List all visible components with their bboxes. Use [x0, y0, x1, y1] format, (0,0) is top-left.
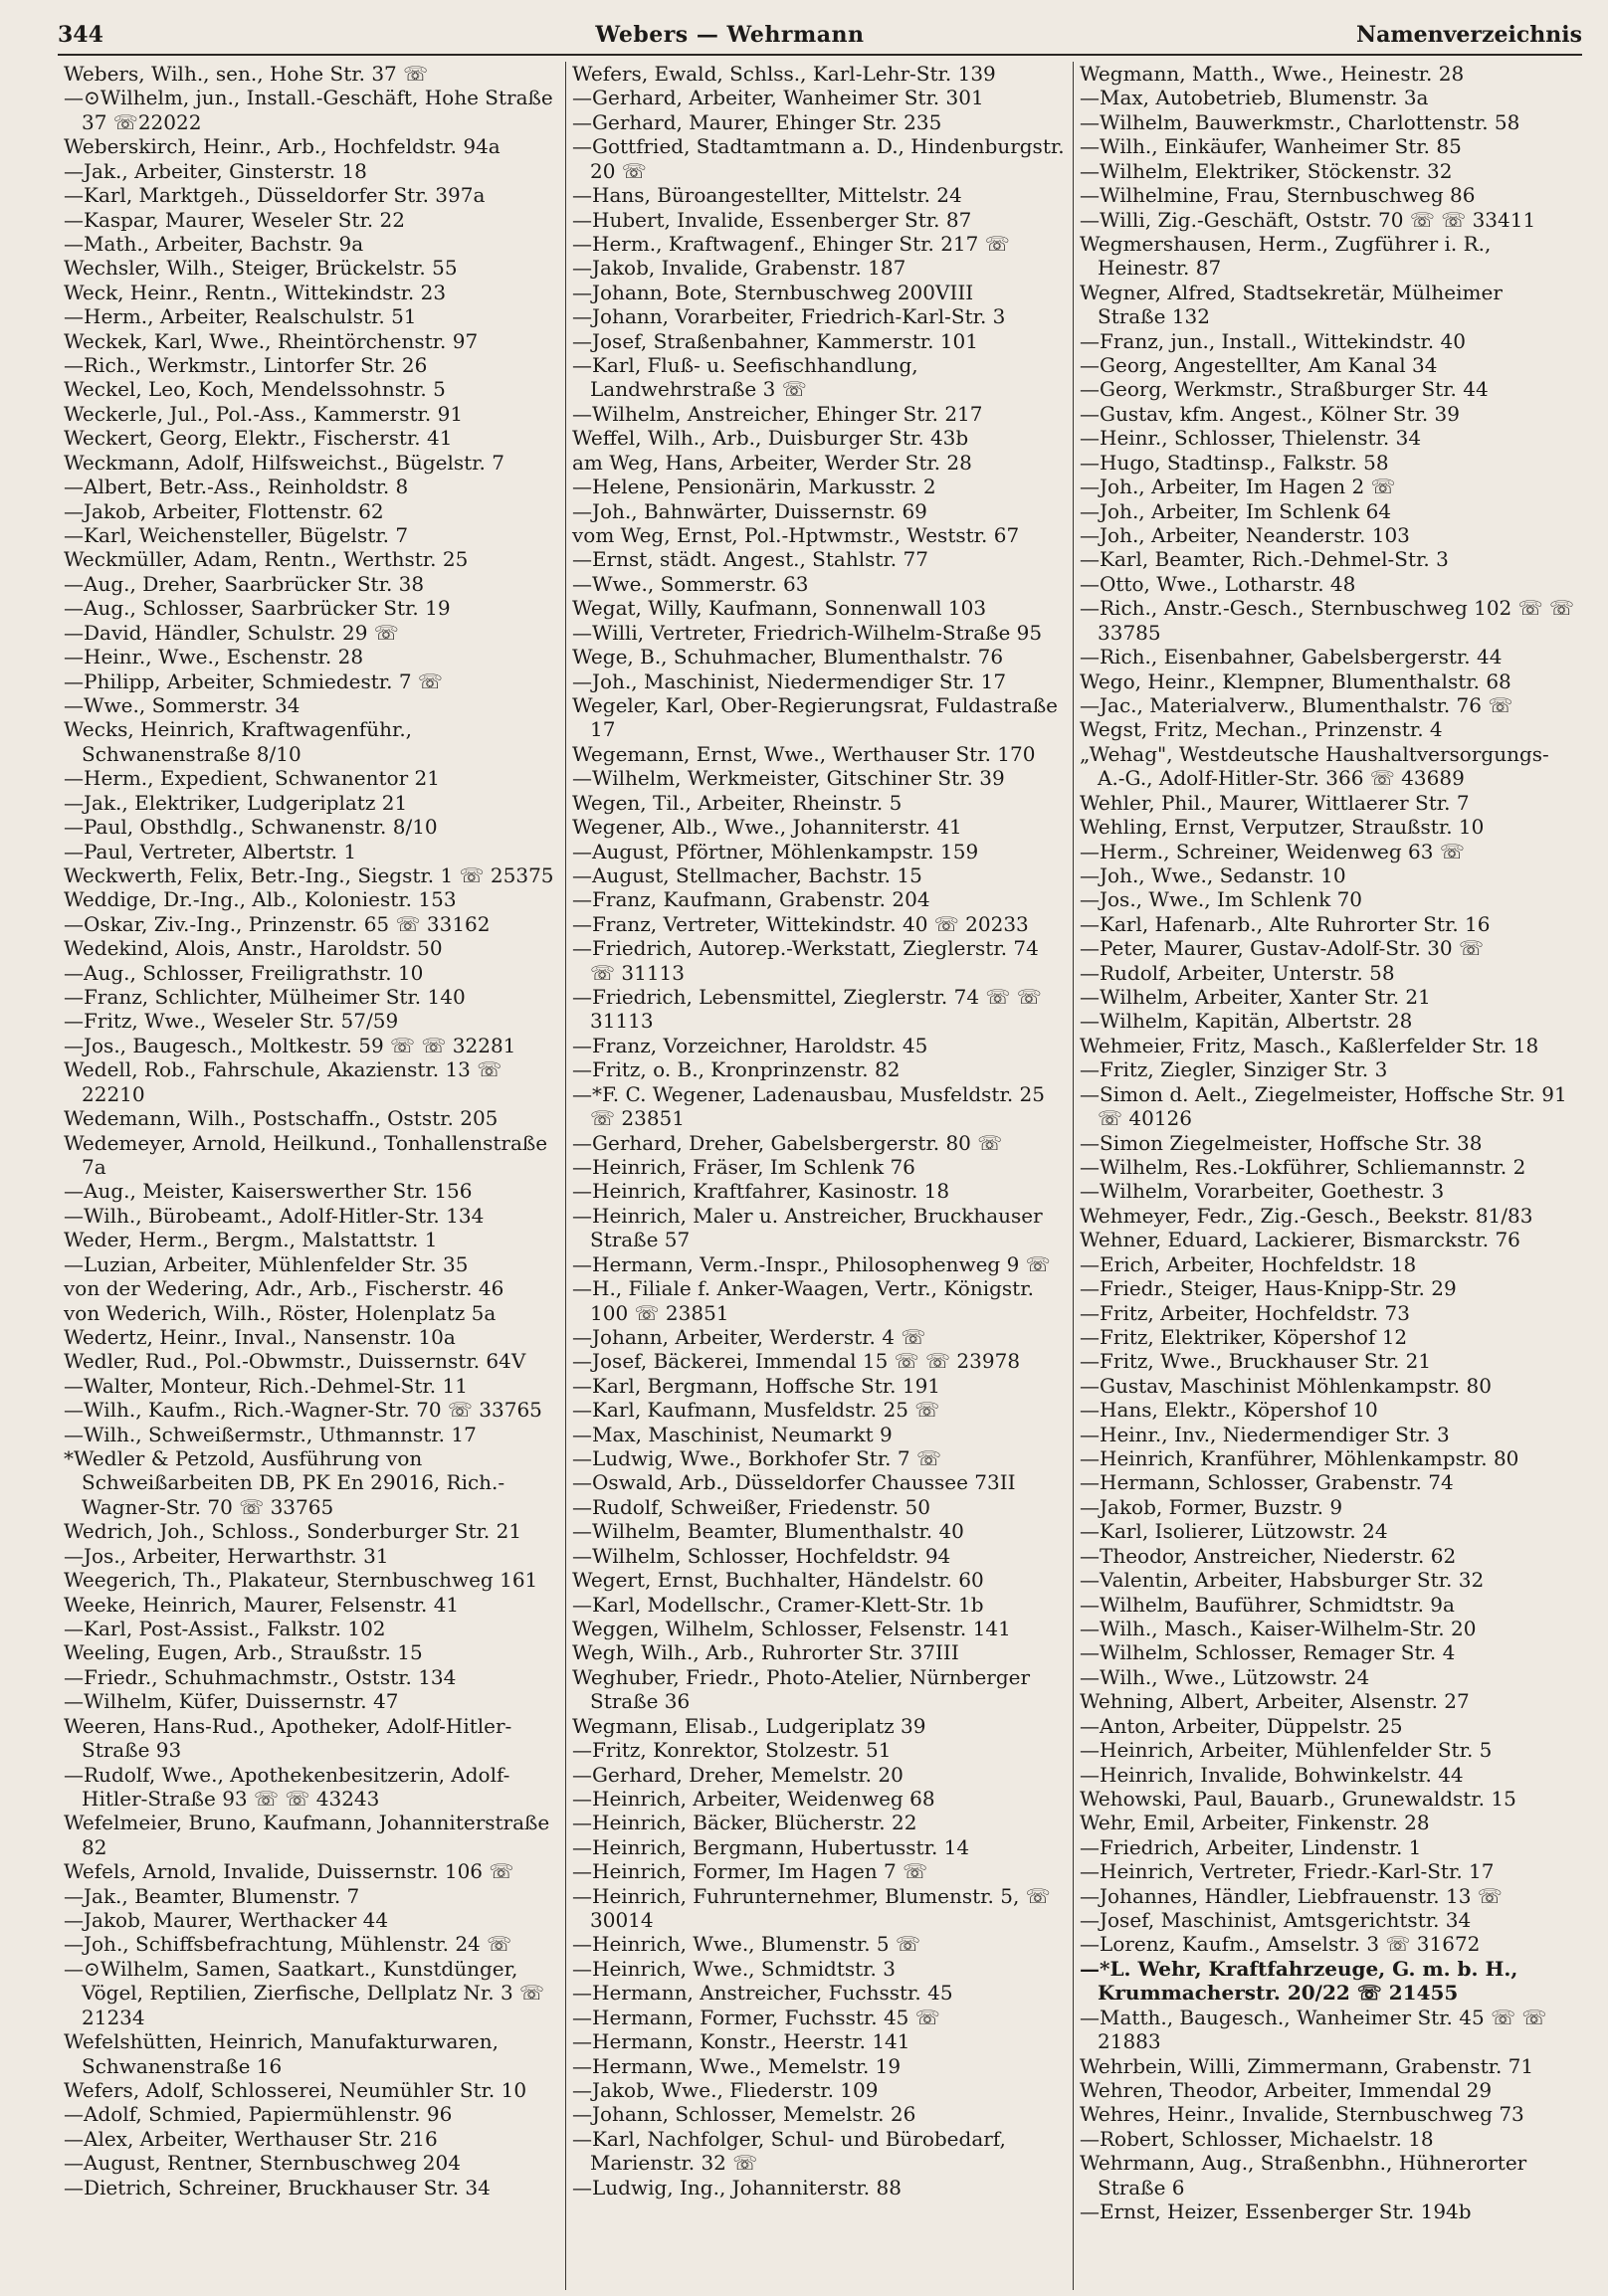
directory-entry: —Johann, Schlosser, Memelstr. 26	[572, 2102, 916, 2127]
column-2	[565, 62, 1073, 2290]
directory-entry: Wegen, Til., Arbeiter, Rheinstr. 5	[572, 790, 903, 815]
directory-entry: Weghuber, Friedr., Photo-Atelier, Nürnberger Straße 36	[572, 1664, 1031, 1714]
directory-entry: —Alex, Arbeiter, Werthauser Str. 216	[64, 2126, 438, 2151]
directory-entry: vom Weg, Ernst, Pol.-Hptwmstr., Weststr. 67	[572, 523, 1020, 548]
page-header	[58, 22, 1582, 56]
directory-entry: Wehowski, Paul, Bauarb., Grunewaldstr. 15	[1080, 1786, 1516, 1811]
directory-entry: von Wederich, Wilh., Röster, Holenplatz 5a	[64, 1300, 497, 1325]
directory-entry: —Karl, Fluß- u. Seefischhandlung, Landwehrstraße 3 ☏	[572, 353, 918, 402]
directory-entry: —Karl, Beamter, Rich.-Dehmel-Str. 3	[1080, 547, 1449, 572]
directory-entry: —Jakob, Arbeiter, Flottenstr. 62	[64, 498, 384, 523]
directory-entry: —Wilhelm, Anstreicher, Ehinger Str. 217	[572, 401, 983, 426]
directory-entry: —Hermann, Verm.-Inspr., Philosophenweg 9 ☏	[572, 1251, 1051, 1276]
directory-entry: —David, Händler, Schulstr. 29 ☏	[64, 620, 399, 645]
directory-entry: —Jos., Baugesch., Moltkestr. 59 ☏ ☏ 32281	[64, 1033, 516, 1057]
directory-entry: —August, Rentner, Sternbuschweg 204	[64, 2151, 461, 2176]
directory-entry: —Jac., Materialverw., Blumenthalstr. 76 ☏	[1080, 692, 1513, 717]
directory-entry: Weck, Heinr., Rentn., Wittekindstr. 23	[64, 280, 447, 304]
directory-entry: —Math., Arbeiter, Bachstr. 9a	[64, 231, 364, 256]
directory-entry: —Herm., Schreiner, Weidenweg 63 ☏	[1080, 839, 1465, 863]
directory-entry: —Robert, Schlosser, Michaelstr. 18	[1080, 2126, 1434, 2151]
directory-entry: —Fritz, Arbeiter, Hochfeldstr. 73	[1080, 1300, 1410, 1325]
directory-entry: Weeren, Hans-Rud., Apotheker, Adolf-Hitler-Straße 93	[64, 1713, 512, 1763]
directory-entry: —Wilh., Kaufm., Rich.-Wagner-Str. 70 ☏ 33765	[64, 1398, 542, 1423]
directory-entry: —Heinrich, Kranführer, Möhlenkampstr. 80	[1080, 1446, 1519, 1471]
directory-entry: —Karl, Weichensteller, Bügelstr. 7	[64, 523, 409, 548]
directory-entry: —Ernst, Heizer, Essenberger Str. 194b	[1080, 2200, 1472, 2224]
directory-entry: —Heinr., Inv., Niedermendiger Str. 3	[1080, 1422, 1450, 1446]
directory-entry: Wegmann, Matth., Wwe., Heinestr. 28	[1080, 62, 1465, 86]
directory-entry: —Gustav, kfm. Angest., Kölner Str. 39	[1080, 401, 1461, 426]
directory-entry: —Simon Ziegelmeister, Hoffsche Str. 38	[1080, 1130, 1483, 1155]
directory-entry: —Gerhard, Dreher, Gabelsbergerstr. 80 ☏	[572, 1130, 1003, 1155]
directory-entry: —*L. Wehr, Kraftfahrzeuge, G. m. b. H., Krummacherstr. 20/22 ☏ 21455	[1080, 1956, 1518, 2006]
directory-entry: —Joh., Arbeiter, Neanderstr. 103	[1080, 523, 1410, 548]
directory-entry: —⊙Wilhelm, jun., Install.-Geschäft, Hohe Straße 37 ☏22022	[64, 86, 553, 134]
directory-entry: —Jos., Wwe., Im Schlenk 70	[1080, 887, 1363, 912]
directory-entry: —Karl, Post-Assist., Falkstr. 102	[64, 1617, 386, 1640]
column-1	[58, 62, 565, 2290]
directory-entry: —Oskar, Ziv.-Ing., Prinzenstr. 65 ☏ 33162	[64, 911, 491, 936]
directory-entry: —Philipp, Arbeiter, Schmiedestr. 7 ☏	[64, 669, 443, 693]
directory-entry: —Wilh., Schweißermstr., Uthmannstr. 17	[64, 1422, 477, 1446]
directory-entry: —Hermann, Anstreicher, Fuchsstr. 45	[572, 1981, 953, 2006]
directory-entry: Wedertz, Heinr., Inval., Nansenstr. 10a	[64, 1324, 456, 1349]
directory-entry: —Herm., Arbeiter, Realschulstr. 51	[64, 304, 417, 329]
directory-entry: —Kaspar, Maurer, Weseler Str. 22	[64, 207, 405, 232]
directory-entry: —Hermann, Wwe., Memelstr. 19	[572, 2053, 902, 2078]
directory-entry: Wehrmann, Aug., Straßenbhn., Hühnerorter Straße 6	[1080, 2151, 1527, 2200]
directory-entry: —Hans, Elektr., Köpershof 10	[1080, 1398, 1378, 1423]
directory-entry: —Josef, Maschinist, Amtsgerichtstr. 34	[1080, 1908, 1472, 1933]
directory-entry: —Joh., Arbeiter, Im Schlenk 64	[1080, 498, 1392, 523]
directory-entry: —Wwe., Sommerstr. 34	[64, 692, 301, 717]
directory-entry: —Heinr., Schlosser, Thielenstr. 34	[1080, 426, 1422, 451]
directory-entry: —Lorenz, Kaufm., Amselstr. 3 ☏ 31672	[1080, 1932, 1481, 1957]
directory-entry: Wegmann, Elisab., Ludgeriplatz 39	[572, 1713, 926, 1738]
directory-entry: Weckmüller, Adam, Rentn., Werthstr. 25	[64, 547, 469, 572]
directory-entry: —Max, Maschinist, Neumarkt 9	[572, 1422, 893, 1446]
directory-entry: Wefers, Ewald, Schlss., Karl-Lehr-Str. 139	[572, 62, 996, 86]
directory-entry: —Heinrich, Invalide, Bohwinkelstr. 44	[1080, 1762, 1464, 1787]
directory-entry: —Matth., Baugesch., Wanheimer Str. 45 ☏ ☏ 21883	[1080, 2005, 1547, 2054]
directory-entry: —Theodor, Anstreicher, Niederstr. 62	[1080, 1543, 1457, 1568]
directory-entry: Wegener, Alb., Wwe., Johanniterstr. 41	[572, 815, 962, 840]
directory-entry: —Walter, Monteur, Rich.-Dehmel-Str. 11	[64, 1373, 468, 1398]
directory-entry: Wedler, Rud., Pol.-Obwmstr., Duissernstr. 64V	[64, 1349, 526, 1374]
directory-entry: —Peter, Maurer, Gustav-Adolf-Str. 30 ☏	[1080, 936, 1485, 961]
directory-entry: Wegemann, Ernst, Wwe., Werthauser Str. 170	[572, 741, 1036, 766]
directory-entry: —Aug., Schlosser, Freiligrathstr. 10	[64, 960, 424, 985]
directory-entry: —Johann, Arbeiter, Werderstr. 4 ☏	[572, 1324, 926, 1349]
directory-entry: Wechsler, Wilh., Steiger, Brückelstr. 55	[64, 256, 458, 281]
directory-entry: —Johann, Bote, Sternbuschweg 200VIII	[572, 280, 974, 304]
directory-entry: —Aug., Meister, Kaiserswerther Str. 156	[64, 1179, 473, 1204]
directory-entry: Weegerich, Th., Plakateur, Sternbuschweg 161	[64, 1568, 538, 1593]
directory-entry: —Hermann, Schlosser, Grabenstr. 74	[1080, 1470, 1454, 1495]
directory-entry: —Jak., Elektriker, Ludgeriplatz 21	[64, 790, 408, 815]
directory-entry: —Oswald, Arb., Düsseldorfer Chaussee 73II	[572, 1470, 1016, 1495]
directory-entry: —Wilh., Wwe., Lützowstr. 24	[1080, 1664, 1370, 1689]
directory-entry: —Erich, Arbeiter, Hochfeldstr. 18	[1080, 1251, 1417, 1276]
directory-entry: —Joh., Bahnwärter, Duissernstr. 69	[572, 498, 927, 523]
directory-entry: Wegner, Alfred, Stadtsekretär, Mülheimer Straße 132	[1080, 280, 1503, 329]
section-title: Namenverzeichnis	[1356, 22, 1582, 48]
directory-entry: —Friedr., Steiger, Haus-Knipp-Str. 29	[1080, 1276, 1457, 1301]
directory-entry: —August, Stellmacher, Bachstr. 15	[572, 862, 922, 887]
directory-entry: —Franz, Schlichter, Mülheimer Str. 140	[64, 985, 466, 1010]
directory-entry: —Wilhelm, Küfer, Duissernstr. 47	[64, 1689, 399, 1714]
directory-entry: —Joh., Wwe., Sedanstr. 10	[1080, 862, 1346, 887]
directory-entry: —Otto, Wwe., Lotharstr. 48	[1080, 571, 1356, 596]
directory-entry: —Hermann, Konstr., Heerstr. 141	[572, 2029, 910, 2054]
directory-entry: —H., Filiale f. Anker-Waagen, Vertr., Königstr. 100 ☏ 23851	[572, 1276, 1034, 1325]
directory-entry: —Heinrich, Wwe., Blumenstr. 5 ☏	[572, 1932, 921, 1957]
directory-entry: —Max, Autobetrieb, Blumenstr. 3a	[1080, 86, 1429, 110]
directory-entry: —Paul, Vertreter, Albertstr. 1	[64, 839, 357, 863]
directory-entry: Wegmershausen, Herm., Zugführer i. R., Heinestr. 87	[1080, 231, 1492, 281]
directory-entry: —Wwe., Sommerstr. 63	[572, 571, 809, 596]
directory-entry: —Georg, Angestellter, Am Kanal 34	[1080, 353, 1438, 378]
directory-entry: —Wilhelm, Arbeiter, Xanter Str. 21	[1080, 985, 1431, 1010]
directory-entry: —Johannes, Händler, Liebfrauenstr. 13 ☏	[1080, 1883, 1503, 1908]
directory-entry: Wehler, Phil., Maurer, Wittlaerer Str. 7	[1080, 790, 1470, 815]
directory-entry: Wefelmeier, Bruno, Kaufmann, Johanniterstraße 82	[64, 1811, 550, 1859]
directory-entry: Weeling, Eugen, Arb., Straußstr. 15	[64, 1640, 423, 1665]
directory-entry: —Rich., Werkmstr., Lintorfer Str. 26	[64, 353, 428, 378]
directory-entry: —Heinr., Wwe., Eschenstr. 28	[64, 645, 364, 670]
directory-entry: Weberskirch, Heinr., Arb., Hochfeldstr. 94a	[64, 134, 501, 159]
directory-entry: —Wilhelm, Schlosser, Hochfeldstr. 94	[572, 1543, 951, 1568]
directory-entry: —Karl, Bergmann, Hoffsche Str. 191	[572, 1373, 941, 1398]
directory-entry: —Jakob, Wwe., Fliederstr. 109	[572, 2078, 879, 2103]
directory-entry: —Wilhelm, Bauführer, Schmidtstr. 9a	[1080, 1592, 1455, 1617]
directory-entry: —Wilhelm, Beamter, Blumenthalstr. 40	[572, 1519, 964, 1544]
directory-entry: —Friedrich, Autorep.-Werkstatt, Zieglerstr. 74 ☏ 31113	[572, 936, 1039, 985]
directory-entry: Weffel, Wilh., Arb., Duisburger Str. 43b	[572, 426, 969, 451]
directory-entry: Wehres, Heinr., Invalide, Sternbuschweg 73	[1080, 2102, 1524, 2127]
name-columns	[58, 62, 1582, 2290]
directory-entry: —Heinrich, Former, Im Hagen 7 ☏	[572, 1859, 928, 1884]
directory-entry: —Friedrich, Arbeiter, Lindenstr. 1	[1080, 1834, 1422, 1859]
directory-entry: —Friedrich, Lebensmittel, Zieglerstr. 74 ☏ ☏ 31113	[572, 985, 1042, 1034]
directory-entry: —Willi, Zig.-Geschäft, Oststr. 70 ☏ ☏ 33411	[1080, 207, 1536, 232]
directory-entry: —Wilhelm, Werkmeister, Gitschiner Str. 39	[572, 766, 1005, 791]
directory-entry: —Heinrich, Wwe., Schmidtstr. 3	[572, 1956, 896, 1981]
directory-entry: —Jak., Arbeiter, Ginsterstr. 18	[64, 158, 367, 183]
directory-entry: —Joh., Maschinist, Niedermendiger Str. 17	[572, 669, 1007, 693]
directory-entry: —Josef, Straßenbahner, Kammerstr. 101	[572, 328, 979, 353]
directory-entry: —Karl, Hafenarb., Alte Ruhrorter Str. 16	[1080, 911, 1491, 936]
directory-entry: —Heinrich, Fuhrunternehmer, Blumenstr. 5, ☏ 30014	[572, 1883, 1051, 1933]
directory-entry: —Rudolf, Arbeiter, Unterstr. 58	[1080, 960, 1395, 985]
directory-entry: —Wilhelm, Res.-Lokführer, Schliemannstr. 2	[1080, 1154, 1526, 1179]
column-3	[1073, 62, 1580, 2290]
directory-entry: Webers, Wilh., sen., Hohe Str. 37 ☏	[64, 62, 429, 86]
directory-entry: Wedemeyer, Arnold, Heilkund., Tonhallenstraße 7a	[64, 1130, 548, 1179]
directory-entry: —Karl, Marktgeh., Düsseldorfer Str. 397a	[64, 183, 486, 208]
directory-entry: —Hugo, Stadtinsp., Falkstr. 58	[1080, 450, 1389, 475]
directory-entry: Wehr, Emil, Arbeiter, Finkenstr. 28	[1080, 1811, 1430, 1835]
directory-entry: —Georg, Werkmstr., Straßburger Str. 44	[1080, 377, 1489, 402]
directory-entry: —Wilhelm, Bauwerkmstr., Charlottenstr. 58	[1080, 109, 1520, 134]
directory-entry: —Aug., Schlosser, Saarbrücker Str. 19	[64, 596, 451, 621]
directory-entry: Wehner, Eduard, Lackierer, Bismarckstr. 76	[1080, 1228, 1520, 1252]
directory-entry: Wego, Heinr., Klempner, Blumenthalstr. 68	[1080, 669, 1511, 693]
directory-entry: —Hermann, Former, Fuchsstr. 45 ☏	[572, 2005, 940, 2029]
directory-entry: —Wilhelm, Vorarbeiter, Goethestr. 3	[1080, 1179, 1445, 1204]
directory-entry: —Albert, Betr.-Ass., Reinholdstr. 8	[64, 475, 409, 499]
directory-entry: —Helene, Pensionärin, Markusstr. 2	[572, 475, 936, 499]
directory-entry: —Rudolf, Wwe., Apothekenbesitzerin, Adolf-Hitler-Straße 93 ☏ ☏ 43243	[64, 1762, 510, 1811]
directory-entry: —Wilhelm, Elektriker, Stöckenstr. 32	[1080, 158, 1453, 183]
directory-entry: am Weg, Hans, Arbeiter, Werder Str. 28	[572, 450, 972, 475]
directory-entry: „Wehag", Westdeutsche Haushaltversorgungs-A.-G., Adolf-Hitler-Str. 366 ☏ 43689	[1080, 741, 1549, 791]
directory-entry: —Adolf, Schmied, Papiermühlenstr. 96	[64, 2102, 453, 2127]
directory-entry: Wegh, Wilh., Arb., Ruhrorter Str. 37III	[572, 1640, 959, 1665]
directory-entry: —Josef, Bäckerei, Immendal 15 ☏ ☏ 23978	[572, 1349, 1021, 1374]
directory-entry: Wege, B., Schuhmacher, Blumenthalstr. 76	[572, 645, 1004, 670]
directory-entry: —Wilhelm, Schlosser, Remager Str. 4	[1080, 1640, 1456, 1665]
directory-entry: *Wedler & Petzold, Ausführung von Schweißarbeiten DB, PK En 29016, Rich.-Wagner-Str. 70 ☏ 33765	[64, 1446, 505, 1519]
directory-entry: —Rich., Eisenbahner, Gabelsbergerstr. 44	[1080, 645, 1503, 670]
directory-entry: Weckmann, Adolf, Hilfsweichst., Bügelstr. 7	[64, 450, 504, 475]
directory-entry: —Karl, Nachfolger, Schul- und Bürobedarf, Marienstr. 32 ☏	[572, 2126, 1006, 2176]
directory-entry: —Heinrich, Fräser, Im Schlenk 76	[572, 1154, 915, 1179]
directory-entry: —Herm., Expedient, Schwanentor 21	[64, 766, 440, 791]
directory-entry: —Valentin, Arbeiter, Habsburger Str. 32	[1080, 1568, 1485, 1593]
directory-entry: Weckel, Leo, Koch, Mendelssohnstr. 5	[64, 377, 446, 402]
directory-entry: Wedemann, Wilh., Postschaffn., Oststr. 205	[64, 1106, 499, 1131]
directory-entry: —Simon d. Aelt., Ziegelmeister, Hoffsche Str. 91 ☏ 40126	[1080, 1081, 1567, 1131]
directory-entry: —Heinrich, Vertreter, Friedr.-Karl-Str. 17	[1080, 1859, 1495, 1884]
directory-entry: Weckerle, Jul., Pol.-Ass., Kammerstr. 91	[64, 401, 464, 426]
directory-entry: Wefelshütten, Heinrich, Manufakturwaren, Schwanenstraße 16	[64, 2029, 500, 2078]
directory-entry: Wegat, Willy, Kaufmann, Sonnenwall 103	[572, 596, 987, 621]
directory-entry: Weckwerth, Felix, Betr.-Ing., Siegstr. 1 ☏ 25375	[64, 862, 554, 887]
directory-entry: —Joh., Schiffsbefrachtung, Mühlenstr. 24 ☏	[64, 1932, 512, 1957]
directory-entry: Wehrbein, Willi, Zimmermann, Grabenstr. 71	[1080, 2053, 1534, 2078]
directory-entry: —Aug., Dreher, Saarbrücker Str. 38	[64, 571, 425, 596]
directory-entry: —Wilhelm, Kapitän, Albertstr. 28	[1080, 1009, 1413, 1034]
directory-entry: —Ludwig, Ing., Johanniterstr. 88	[572, 2175, 902, 2200]
directory-entry: Weeke, Heinrich, Maurer, Felsenstr. 41	[64, 1592, 460, 1617]
directory-entry: Wedrich, Joh., Schloss., Sonderburger Str. 21	[64, 1519, 522, 1544]
directory-entry: —Karl, Isolierer, Lützowstr. 24	[1080, 1519, 1388, 1544]
directory-entry: —Franz, Vertreter, Wittekindstr. 40 ☏ 20233	[572, 911, 1029, 936]
directory-entry: —Heinrich, Arbeiter, Mühlenfelder Str. 5	[1080, 1738, 1493, 1763]
directory-entry: —Fritz, Ziegler, Sinziger Str. 3	[1080, 1057, 1388, 1082]
directory-entry: —Franz, jun., Install., Wittekindstr. 40	[1080, 328, 1466, 353]
directory-entry: —Jak., Beamter, Blumenstr. 7	[64, 1883, 360, 1908]
directory-entry: —Joh., Arbeiter, Im Hagen 2 ☏	[1080, 475, 1396, 499]
directory-entry: —Karl, Modellschr., Cramer-Klett-Str. 1b	[572, 1592, 984, 1617]
directory-entry: Weddige, Dr.-Ing., Alb., Koloniestr. 153	[64, 887, 457, 912]
directory-entry: —Ernst, städt. Angest., Stahlstr. 77	[572, 547, 928, 572]
directory-entry: —Gerhard, Maurer, Ehinger Str. 235	[572, 109, 942, 134]
directory-entry: —⊙Wilhelm, Samen, Saatkart., Kunstdünger, Vögel, Reptilien, Zierfische, Dellplatz Nr. 3 ☏ 21234	[64, 1956, 545, 2029]
directory-entry: —*F. C. Wegener, Ladenausbau, Musfeldstr. 25 ☏ 23851	[572, 1081, 1045, 1131]
directory-entry: —Heinrich, Maler u. Anstreicher, Bruckhauser Straße 57	[572, 1203, 1043, 1252]
directory-entry: —Anton, Arbeiter, Düppelstr. 25	[1080, 1713, 1403, 1738]
directory-entry: —Heinrich, Bergmann, Hubertusstr. 14	[572, 1834, 970, 1859]
directory-entry: Wecks, Heinrich, Kraftwagenführ., Schwanenstraße 8/10	[64, 717, 413, 766]
directory-entry: —Wilh., Einkäufer, Wanheimer Str. 85	[1080, 134, 1462, 159]
directory-entry: Weggen, Wilhelm, Schlosser, Felsenstr. 141	[572, 1617, 1011, 1640]
directory-entry: —Luzian, Arbeiter, Mühlenfelder Str. 35	[64, 1251, 469, 1276]
directory-entry: —Jakob, Maurer, Werthacker 44	[64, 1908, 389, 1933]
directory-entry: —Hubert, Invalide, Essenberger Str. 87	[572, 207, 972, 232]
directory-entry: —Fritz, Wwe., Bruckhauser Str. 21	[1080, 1349, 1432, 1374]
directory-entry: —Heinrich, Bäcker, Blücherstr. 22	[572, 1811, 917, 1835]
directory-entry: —Wilhelmine, Frau, Sternbuschweg 86	[1080, 183, 1476, 208]
directory-entry: —Paul, Obsthdlg., Schwanenstr. 8/10	[64, 815, 438, 840]
directory-entry: —Fritz, Wwe., Weseler Str. 57/59	[64, 1009, 399, 1034]
directory-entry: —Gottfried, Stadtamtmann a. D., Hindenburgstr. 20 ☏	[572, 134, 1065, 183]
directory-entry: —Hans, Büroangestellter, Mittelstr. 24	[572, 183, 962, 208]
directory-entry: —Franz, Vorzeichner, Haroldstr. 45	[572, 1033, 928, 1057]
directory-entry: —August, Pförtner, Möhlenkampstr. 159	[572, 839, 979, 863]
directory-entry: —Karl, Kaufmann, Musfeldstr. 25 ☏	[572, 1398, 940, 1423]
directory-entry: —Gerhard, Dreher, Memelstr. 20	[572, 1762, 904, 1787]
directory-entry: Wehren, Theodor, Arbeiter, Immendal 29	[1080, 2078, 1493, 2103]
directory-entry: —Friedr., Schuhmachmstr., Oststr. 134	[64, 1664, 457, 1689]
directory-entry: von der Wedering, Adr., Arb., Fischerstr. 46	[64, 1276, 504, 1301]
directory-entry: Wefels, Arnold, Invalide, Duissernstr. 106 ☏	[64, 1859, 514, 1884]
directory-entry: —Rich., Anstr.-Gesch., Sternbuschweg 102 ☏ ☏ 33785	[1080, 596, 1575, 645]
directory-entry: Weder, Herm., Bergm., Malstattstr. 1	[64, 1228, 438, 1252]
directory-entry: —Gustav, Maschinist Möhlenkampstr. 80	[1080, 1373, 1492, 1398]
directory-entry: Wefers, Adolf, Schlosserei, Neumühler Str. 10	[64, 2078, 527, 2103]
directory-entry: —Wilh., Masch., Kaiser-Wilhelm-Str. 20	[1080, 1617, 1477, 1640]
directory-entry: —Ludwig, Wwe., Borkhofer Str. 7 ☏	[572, 1446, 941, 1471]
directory-entry: Wegeler, Karl, Ober-Regierungsrat, Fuldastraße 17	[572, 692, 1059, 742]
directory-entry: Wedell, Rob., Fahrschule, Akazienstr. 13 ☏ 22210	[64, 1057, 502, 1106]
directory-entry: —Willi, Vertreter, Friedrich-Wilhelm-Straße 95	[572, 620, 1043, 645]
directory-entry: —Fritz, o. B., Kronprinzenstr. 82	[572, 1057, 901, 1082]
directory-entry: —Jakob, Invalide, Grabenstr. 187	[572, 256, 906, 281]
directory-entry: —Fritz, Elektriker, Köpershof 12	[1080, 1324, 1408, 1349]
directory-entry: Wedekind, Alois, Anstr., Haroldstr. 50	[64, 936, 443, 961]
directory-entry: —Gerhard, Arbeiter, Wanheimer Str. 301	[572, 86, 984, 110]
running-title: Webers — Wehrmann	[595, 22, 865, 48]
page-number: 344	[58, 22, 103, 48]
directory-entry: Weckek, Karl, Wwe., Rheintörchenstr. 97	[64, 328, 479, 353]
directory-entry: Wehmeier, Fritz, Masch., Kaßlerfelder Str. 18	[1080, 1033, 1539, 1057]
directory-entry: Wegst, Fritz, Mechan., Prinzenstr. 4	[1080, 717, 1443, 742]
directory-entry: —Franz, Kaufmann, Grabenstr. 204	[572, 887, 930, 912]
directory-entry: —Dietrich, Schreiner, Bruckhauser Str. 34	[64, 2175, 491, 2200]
directory-entry: —Fritz, Konrektor, Stolzestr. 51	[572, 1738, 892, 1763]
directory-entry: —Herm., Kraftwagenf., Ehinger Str. 217 ☏	[572, 231, 1010, 256]
directory-entry: Wehling, Ernst, Verputzer, Straußstr. 10	[1080, 815, 1485, 840]
directory-entry: Wehmeyer, Fedr., Zig.-Gesch., Beekstr. 81/83	[1080, 1203, 1533, 1228]
directory-entry: Wegert, Ernst, Buchhalter, Händelstr. 60	[572, 1568, 984, 1593]
directory-entry: —Jakob, Former, Buzstr. 9	[1080, 1494, 1343, 1519]
directory-entry: —Jos., Arbeiter, Herwarthstr. 31	[64, 1543, 389, 1568]
directory-entry: —Heinrich, Arbeiter, Weidenweg 68	[572, 1786, 935, 1811]
directory-entry: Wehning, Albert, Arbeiter, Alsenstr. 27	[1080, 1689, 1470, 1714]
directory-entry: —Wilh., Bürobeamt., Adolf-Hitler-Str. 134	[64, 1203, 485, 1228]
directory-entry: —Heinrich, Kraftfahrer, Kasinostr. 18	[572, 1179, 950, 1204]
directory-entry: —Johann, Vorarbeiter, Friedrich-Karl-Str. 3	[572, 304, 1006, 329]
directory-entry: —Rudolf, Schweißer, Friedenstr. 50	[572, 1494, 931, 1519]
directory-entry: Weckert, Georg, Elektr., Fischerstr. 41	[64, 426, 453, 451]
